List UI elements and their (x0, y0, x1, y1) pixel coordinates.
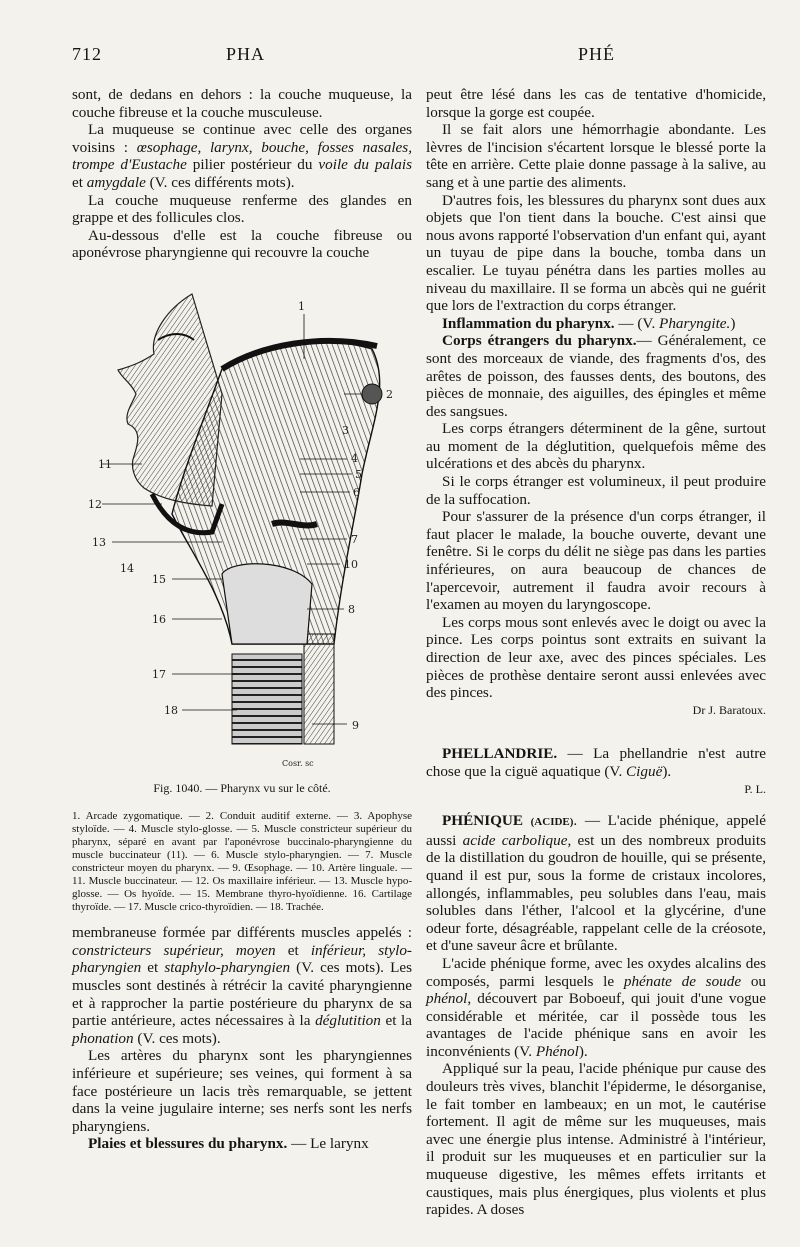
label-11: 11 (98, 457, 112, 471)
left-paragraph-4: Au-dessous d'elle est la couche fibreuse ou aponévrose pharyngienne qui recouvre la couche (72, 226, 412, 262)
label-8: 8 (348, 602, 355, 616)
figure-caption: Fig. 1040. — Pharynx vu sur le côté. (153, 780, 331, 795)
label-2: 2 (386, 387, 393, 401)
label-14: 14 (120, 561, 134, 575)
label-7: 7 (351, 532, 358, 546)
label-15: 15 (152, 572, 166, 586)
right-running-title: PHÉ (578, 44, 616, 64)
label-13: 13 (92, 535, 106, 549)
signature-baratoux: Dr J. Baratoux. (692, 702, 766, 717)
right-paragraph-7: Si le corps étranger est volumineux, il peut produire de la suffocation. (426, 473, 766, 508)
label-5: 5 (355, 467, 362, 481)
right-paragraph-1: peut être lésé dans les cas de tentative d'homicide, lorsque la gorge est coupée. (426, 86, 766, 121)
left-column (72, 86, 412, 1153)
label-6: 6 (353, 485, 360, 499)
signature-pl: P. L. (744, 781, 766, 796)
left-paragraph-1: sont, de dedans en dehors : la couche muqueuse, la couche fibreuse et la couche musculeuse. (72, 86, 412, 121)
label-18: 18 (164, 703, 178, 717)
right-paragraph-9: Les corps mous sont enlevés avec le doigt ou avec la pince. Les corps pointus sont extraits en suivant la direction de leur axe, avec des pinces spéciales. Les pièces de prothèse dentaire seront aussi enlevées avec des pinces. (426, 613, 766, 702)
esophagus (304, 634, 334, 744)
left-paragraph-2: La muqueuse se continue avec celle des organes voisins : œsophage, larynx, bouche, fosses nasales, trompe d'Eustache pilier postérieur du voile du palais et amygdale (V. ces différents mots). (72, 121, 412, 191)
left-paragraph-5: membraneuse formée par différents muscles appelés : constricteurs supérieur, moyen et inférieur, stylo-pharyngien et staphylo-pharyngien (V. ces mots). Les muscles sont destinés à rétrécir la cavité pharyngienne et à rapprocher la partie postérieure du pharynx de sa partie antérieure, actes nécessaires à la déglutition et la phonation (V. ces mots). (72, 924, 413, 1047)
label-17: 17 (152, 667, 166, 681)
left-paragraph-6: Les artères du pharynx sont les pharyngiennes inférieure et supérieure; ses veines, qui forment à sa face postérieure un lacis très remarquable, se jettent dans la veine jugulaire interne; ses nerfs sont les nerfs pharyngiens. (72, 1047, 412, 1135)
thyroid-cartilage (222, 564, 312, 644)
left-paragraph-3: La couche muqueuse renferme des glandes en grappe et des follicules clos. (72, 191, 412, 227)
right-paragraph-5: Corps étrangers du pharynx.— Généralement, ce sont des morceaux de viande, des fragments d'os, des arêtes de poisson, des fausses dents, des boutons, des pièces de monnaie, des aiguilles, des épingles et même des sangsues. (426, 332, 766, 420)
pharynx-figure (72, 274, 412, 774)
right-paragraph-12: L'acide phénique forme, avec les oxydes alcalins des composés, parmi lesquels le phénate de soude ou phénol, découvert par Boboeuf, qui jouit d'une vogue considérable et méritée, car il possède tous les avantages de l'acide phénique sans en avoir les inconvénients (V. Phénol). (426, 954, 767, 1060)
left-running-title: PHA (226, 44, 266, 64)
label-16: 16 (152, 612, 166, 626)
ear-canal (362, 384, 382, 404)
label-10: 10 (344, 557, 358, 571)
label-4: 4 (351, 451, 358, 465)
entry-phenique: PHÉNIQUE (ACIDE). — L'acide phénique, appelé aussi acide carbolique, est un des nombreux produits de la distillation du goudron de houille, qui se présente, quand il est pur, sous la forme de cristaux incolores, allongés, inflammables, peu solubles dans l'eau, mais solubles dans l'éther, l'alcool et la glycérine, d'une odeur forte, désagréable, rappelant celle de la créosote, et d'une saveur âcre et brûlante. (426, 812, 767, 955)
engraver-signature: Cosr. sc (282, 758, 314, 768)
right-paragraph-6: Les corps étrangers déterminent de la gêne, surtout au moment de la déglutition, quelquefois même des ulcérations et des abcès du pharynx. (426, 420, 766, 473)
label-12: 12 (88, 497, 102, 511)
left-paragraph-7: Plaies et blessures du pharynx. — Le larynx (88, 1135, 369, 1153)
right-paragraph-8: Pour s'assurer de la présence d'un corps étranger, il faut placer le malade, la bouche ouverte, devant une fenêtre. Si le corps du délit ne siège pas dans les parties inférieures, on aura beaucoup de chances de l'apercevoir, autrement il faudra avoir recours à l'examen au moyen du laryngoscope. (426, 508, 766, 614)
right-paragraph-4: Inflammation du pharynx. — (V. Pharyngite.) (442, 314, 736, 332)
right-column (426, 86, 766, 1219)
label-1: 1 (298, 299, 305, 313)
right-paragraph-3: D'autres fois, les blessures du pharynx sont dues aux objets que l'on tient dans la bouche. C'est ainsi que nous avons rapporté l'observation d'un enfant qui, ayant un tuyau de pipe dans la bouche, tomba dans un escalier. Le tuyau pénétra dans les parties molles au niveau du maxillaire. Il se forma un abcès qui ne guérit que lors de l'extraction du corps étranger. (426, 191, 766, 315)
pharynx-illustration (72, 274, 412, 774)
lingual-artery (272, 522, 317, 525)
right-paragraph-2: Il se fait alors une hémorrhagie abondante. Les lèvres de l'incision s'écartent lorsque le blessé porte la tête en arrière. Cette plaie donne passage à la salive, au sang et à une partie des aliments. (426, 121, 766, 191)
label-9: 9 (352, 718, 359, 732)
trachea (232, 654, 302, 744)
right-paragraph-13: Appliqué sur la peau, l'acide phénique pur cause des douleurs très vives, blanchit l'épiderme, le désorganise, le fait tomber en lambeaux; en un mot, le cautérise fortement. Il agit de même sur les muqueuses, mais avec une énergie plus intense. Administré à l'intérieur, il produit sur les muqueuses et en particulier sur la muqueuse digestive, les mêmes effets irritants et caustiques, mais plus énergiques, plus violents et plus rapides. A doses (426, 1060, 766, 1219)
label-3: 3 (342, 423, 349, 437)
figure-legend: 1. Arcade zygomatique. — 2. Conduit auditif externe. — 3. Apophyse styloïde. — 4. Muscle stylo-glosse. — 5. Muscle constricteur supérieur du pharynx, séparé en avant par l'aponévrose buccinalo-pharyngienne du muscle buccinateur (11). — 6. Muscle stylo-pharyngien. — 7. Muscle constricteur moyen du pharynx. — 9. Œsophage. — 10. Artère linguale. — 11. Muscle buccinateur. — 12. Os maxillaire inférieur. — 13. Muscle hypo-glosse. — Os hyoïde. — 15. Membrane thyro-hyoïdienne. 16. Cartilage thyroïde. — 17. Muscle crico-thyroïdien. — 18. Trachée. (72, 809, 412, 914)
page-number: 712 (72, 44, 102, 64)
entry-phellandrie: PHELLANDRIE. — La phellandrie n'est autre chose que la ciguë aquatique (V. Ciguë). (426, 745, 766, 780)
